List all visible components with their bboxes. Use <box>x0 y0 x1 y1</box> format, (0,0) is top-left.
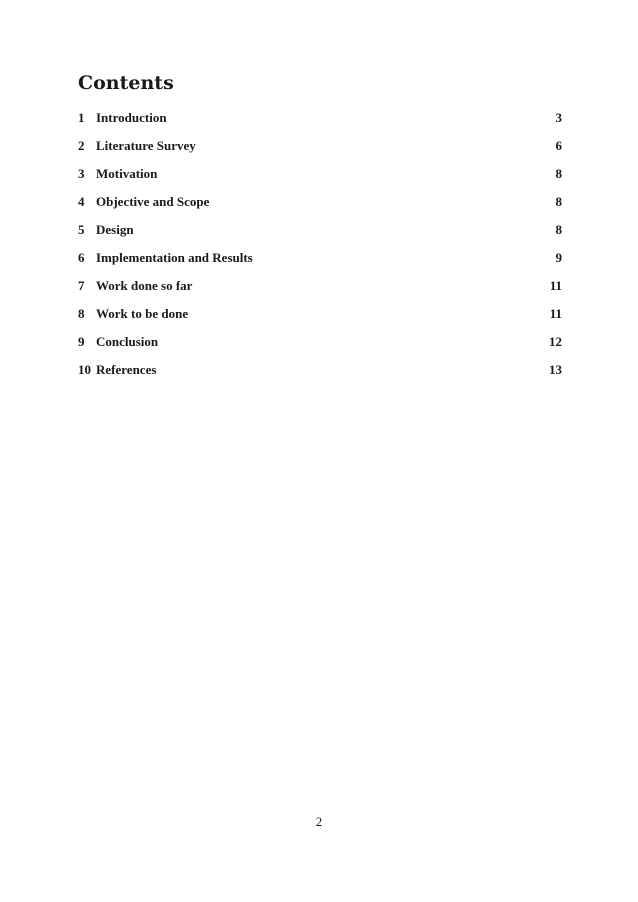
toc-entry-label: Literature Survey <box>96 138 196 153</box>
toc-entry-introduction[interactable] <box>78 104 562 132</box>
toc-entry-label: Implementation and Results <box>96 250 253 265</box>
toc-entry-work-done-so-far[interactable] <box>78 272 562 300</box>
toc-entry-number: 7 <box>78 278 85 293</box>
toc-entry-label: Conclusion <box>96 334 159 349</box>
toc-entry-number: 8 <box>78 306 85 321</box>
toc-entry-objective-and-scope[interactable] <box>78 188 562 216</box>
toc-entry-work-to-be-done[interactable] <box>78 300 562 328</box>
toc-entry-page: 12 <box>549 334 562 349</box>
toc-entry-page: 13 <box>549 362 562 377</box>
toc-entry-literature-survey[interactable] <box>78 132 562 160</box>
toc-entry-design[interactable] <box>78 216 562 244</box>
toc-entry-label: References <box>96 362 157 377</box>
toc-entry-number: 10 <box>78 362 91 377</box>
toc-entry-page: 9 <box>555 250 562 265</box>
toc-entry-label: Design <box>96 222 134 237</box>
toc-entry-label: Objective and Scope <box>96 194 210 209</box>
toc-entry-page: 11 <box>549 278 562 293</box>
toc-entry-label: Motivation <box>96 166 158 181</box>
toc-entry-number: 3 <box>78 166 85 181</box>
toc-entry-number: 1 <box>78 110 85 125</box>
toc-entry-number: 5 <box>78 222 85 237</box>
toc-entry-conclusion[interactable] <box>78 328 562 356</box>
toc-entry-number: 4 <box>78 194 85 209</box>
toc-entry-label: Work to be done <box>96 306 189 321</box>
toc-entry-page: 6 <box>555 138 562 153</box>
toc-entry-number: 2 <box>78 138 85 153</box>
toc-entry-implementation-and-results[interactable] <box>78 244 562 272</box>
toc-entry-number: 9 <box>78 334 85 349</box>
toc-entry-page: 3 <box>555 110 562 125</box>
toc-entry-motivation[interactable] <box>78 160 562 188</box>
toc-title: Contents <box>78 72 174 94</box>
toc-list <box>78 104 562 384</box>
toc-entry-number: 6 <box>78 250 85 265</box>
toc-entry-label: Work done so far <box>96 278 193 293</box>
toc-entry-page: 11 <box>549 306 562 321</box>
toc-entry-page: 8 <box>555 166 562 181</box>
toc-entry-page: 8 <box>555 222 562 237</box>
toc-entry-page: 8 <box>555 194 562 209</box>
toc-entry-references[interactable] <box>78 356 562 384</box>
toc-entry-label: Introduction <box>96 110 167 125</box>
page-number: 2 <box>315 814 323 829</box>
